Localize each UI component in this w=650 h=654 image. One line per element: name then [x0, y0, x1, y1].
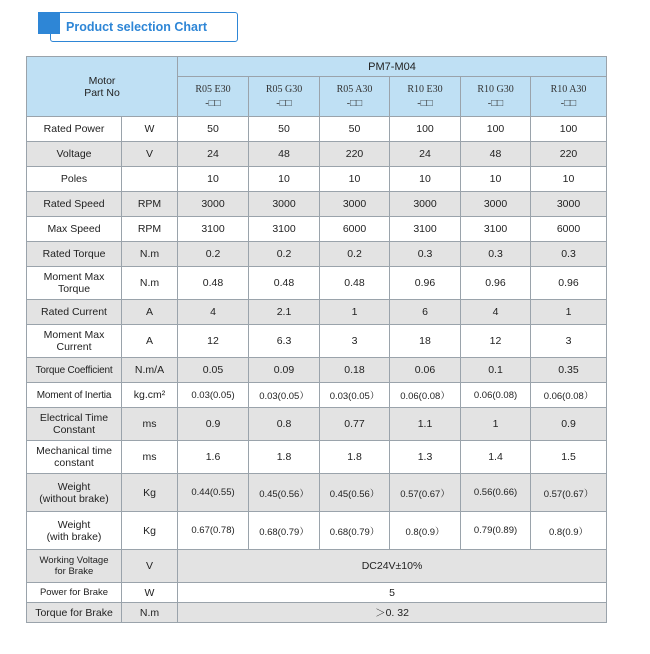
row-label: Torque Coefficient: [35, 364, 113, 376]
model-suffix: -□□: [346, 97, 363, 109]
value-cell: 0.03(0.05）: [320, 383, 390, 408]
value-cell: 0.09: [249, 358, 320, 383]
model-suffix: -□□: [205, 97, 221, 109]
value-cell: 48: [249, 142, 320, 167]
value-cell: 1.5: [531, 441, 607, 474]
unit-cell: V: [122, 550, 178, 583]
table-row: [27, 408, 607, 441]
row-label: Voltage: [56, 148, 92, 160]
table-row: [27, 474, 607, 512]
value-cell: 24: [178, 142, 249, 167]
corner-header-cell: [27, 57, 178, 117]
value-cell: 0.79(0.89): [461, 512, 531, 550]
row-label-line2: Constant: [52, 424, 96, 436]
value-cell: 0.45(0.56）: [320, 474, 390, 512]
header-accent-square: [38, 12, 60, 34]
model-code: R05 A30: [336, 83, 373, 95]
brake-row: [27, 603, 607, 623]
value-cell: 3000: [320, 192, 390, 217]
row-label: Moment Max: [43, 329, 105, 341]
value-cell: 0.2: [178, 242, 249, 267]
row-label: Electrical Time: [39, 412, 109, 424]
value-cell: 1.8: [249, 441, 320, 474]
unit-cell: W: [122, 117, 178, 142]
brake-value-cell: ＞0. 32: [178, 603, 607, 623]
row-label-cell: [27, 325, 122, 358]
value-cell: 0.18: [320, 358, 390, 383]
value-cell: 3000: [390, 192, 461, 217]
brake-row: [27, 583, 607, 603]
value-cell: 1: [531, 300, 607, 325]
value-cell: 0.03(0.05）: [249, 383, 320, 408]
unit-cell: ms: [122, 408, 178, 441]
unit-cell: A: [122, 300, 178, 325]
value-cell: 3000: [531, 192, 607, 217]
row-label-cell: [27, 217, 122, 242]
value-cell: 0.9: [178, 408, 249, 441]
row-label: Torque for Brake: [35, 606, 113, 619]
value-cell: 3000: [178, 192, 249, 217]
value-cell: 0.03(0.05): [178, 383, 249, 408]
value-cell: 0.68(0.79）: [249, 512, 320, 550]
value-cell: 0.57(0.67）: [531, 474, 607, 512]
value-cell: 3100: [390, 217, 461, 242]
row-label-line2: Torque: [57, 283, 91, 295]
unit-cell: N.m/A: [122, 358, 178, 383]
value-cell: 6000: [320, 217, 390, 242]
unit-cell: A: [122, 325, 178, 358]
value-cell: 3000: [249, 192, 320, 217]
unit-cell: ms: [122, 441, 178, 474]
row-label-cell: [27, 474, 122, 512]
section-title: Product selection Chart: [66, 20, 207, 34]
value-cell: 0.8(0.9）: [390, 512, 461, 550]
table-row: [27, 192, 607, 217]
value-cell: 6000: [531, 217, 607, 242]
value-cell: 0.96: [461, 267, 531, 300]
brake-value-cell: DC24V±10%: [178, 550, 607, 583]
row-label-cell: [27, 192, 122, 217]
value-cell: 6: [390, 300, 461, 325]
value-cell: 1.1: [390, 408, 461, 441]
value-cell: 3: [531, 325, 607, 358]
row-label-cell: [27, 267, 122, 300]
value-cell: 6.3: [249, 325, 320, 358]
unit-cell: N.m: [122, 267, 178, 300]
row-label-line2: (with brake): [46, 530, 102, 543]
unit-cell: RPM: [122, 217, 178, 242]
model-header-cell: [178, 77, 249, 117]
value-cell: 1.6: [178, 441, 249, 474]
model-code: R10 E30: [407, 83, 443, 95]
value-cell: 0.8: [249, 408, 320, 441]
value-cell: 0.3: [531, 242, 607, 267]
unit-cell: Kg: [122, 474, 178, 512]
value-cell: 3100: [178, 217, 249, 242]
table-row: [27, 512, 607, 550]
row-label: Rated Torque: [42, 248, 106, 260]
table-row: [27, 167, 607, 192]
value-cell: 0.06(0.08）: [531, 383, 607, 408]
value-cell: 3100: [461, 217, 531, 242]
value-cell: 100: [531, 117, 607, 142]
table-row: [27, 142, 607, 167]
row-label-cell: [27, 117, 122, 142]
value-cell: 3: [320, 325, 390, 358]
model-code: R05 E30: [195, 83, 231, 95]
row-label: Mechanical time: [36, 445, 112, 457]
row-label: Power for Brake: [39, 587, 109, 598]
model-header-cell: [531, 77, 607, 117]
row-label-cell: [27, 242, 122, 267]
value-cell: 24: [390, 142, 461, 167]
row-label-cell: [27, 300, 122, 325]
unit-cell: [122, 167, 178, 192]
value-cell: 18: [390, 325, 461, 358]
value-cell: 3100: [249, 217, 320, 242]
model-suffix: -□□: [276, 97, 292, 109]
value-cell: 1.3: [390, 441, 461, 474]
value-cell: 50: [320, 117, 390, 142]
brake-value-cell: 5: [178, 583, 607, 603]
value-cell: 0.48: [178, 267, 249, 300]
model-header-cell: [320, 77, 390, 117]
model-code: R10 G30: [477, 83, 514, 95]
model-code: R05 G30: [265, 83, 303, 95]
value-cell: 0.3: [390, 242, 461, 267]
value-cell: 0.56(0.66): [461, 474, 531, 512]
model-header-cell: [390, 77, 461, 117]
table-row: [27, 300, 607, 325]
row-label-cell: [27, 383, 122, 408]
value-cell: 0.96: [390, 267, 461, 300]
corner-label-part-no: Part No: [84, 86, 120, 99]
value-cell: 0.3: [461, 242, 531, 267]
row-label-cell: [27, 167, 122, 192]
row-label-cell: [27, 142, 122, 167]
value-cell: 4: [461, 300, 531, 325]
row-label: Rated Power: [43, 123, 105, 135]
model-suffix: -□□: [560, 97, 577, 109]
table-row: [27, 325, 607, 358]
value-cell: 10: [178, 167, 249, 192]
table-row: [27, 217, 607, 242]
value-cell: 3000: [461, 192, 531, 217]
unit-cell: N.m: [122, 242, 178, 267]
value-cell: 0.9: [531, 408, 607, 441]
value-cell: 0.06(0.08): [461, 383, 531, 408]
row-label-cell: [27, 512, 122, 550]
value-cell: 0.44(0.55): [178, 474, 249, 512]
model-code: R10 A30: [550, 83, 587, 95]
unit-cell: W: [122, 583, 178, 603]
row-label-cell: [27, 358, 122, 383]
corner-label-motor: Motor: [88, 74, 116, 87]
row-label-line2: constant: [54, 457, 94, 469]
value-cell: 0.67(0.78): [178, 512, 249, 550]
model-header-cell: [461, 77, 531, 117]
value-cell: 50: [249, 117, 320, 142]
value-cell: 0.35: [531, 358, 607, 383]
row-label: Rated Current: [41, 306, 107, 318]
unit-cell: RPM: [122, 192, 178, 217]
row-label: Weight: [57, 518, 91, 531]
value-cell: 0.8(0.9）: [531, 512, 607, 550]
value-cell: 48: [461, 142, 531, 167]
value-cell: 1.4: [461, 441, 531, 474]
row-label-cell: [27, 583, 122, 603]
value-cell: 100: [461, 117, 531, 142]
value-cell: 12: [461, 325, 531, 358]
value-cell: 1.8: [320, 441, 390, 474]
table-row: [27, 441, 607, 474]
value-cell: 10: [249, 167, 320, 192]
table-row: [27, 358, 607, 383]
value-cell: 1: [320, 300, 390, 325]
model-header-cell: [249, 77, 320, 117]
value-cell: 10: [320, 167, 390, 192]
value-cell: 1: [461, 408, 531, 441]
value-cell: 0.48: [249, 267, 320, 300]
value-cell: 0.77: [320, 408, 390, 441]
value-cell: 10: [461, 167, 531, 192]
model-suffix: -□□: [417, 97, 433, 109]
table-row: [27, 267, 607, 300]
table-row: [27, 383, 607, 408]
row-label: Poles: [60, 173, 88, 185]
value-cell: 220: [320, 142, 390, 167]
value-cell: 220: [531, 142, 607, 167]
value-cell: 0.57(0.67）: [390, 474, 461, 512]
value-cell: 0.06: [390, 358, 461, 383]
row-label-cell: [27, 550, 122, 583]
product-selection-table: [26, 56, 607, 623]
row-label: Working Voltage: [39, 555, 109, 566]
value-cell: 0.06(0.08）: [390, 383, 461, 408]
row-label: Max Speed: [47, 223, 101, 235]
value-cell: 2.1: [249, 300, 320, 325]
brake-row: [27, 550, 607, 583]
row-label-cell: [27, 603, 122, 623]
row-label-line2: Current: [56, 341, 92, 353]
value-cell: 12: [178, 325, 249, 358]
table-row: [27, 117, 607, 142]
row-label: Moment Max: [43, 271, 105, 283]
unit-cell: V: [122, 142, 178, 167]
value-cell: 0.2: [320, 242, 390, 267]
value-cell: 0.2: [249, 242, 320, 267]
row-label-line2: for Brake: [54, 566, 94, 577]
series-header: PM7-M04: [178, 57, 607, 77]
unit-cell: N.m: [122, 603, 178, 623]
model-suffix: -□□: [487, 97, 504, 109]
row-label: Weight: [57, 480, 91, 493]
value-cell: 100: [390, 117, 461, 142]
value-cell: 10: [390, 167, 461, 192]
row-label: Rated Speed: [43, 198, 105, 210]
value-cell: 0.1: [461, 358, 531, 383]
row-label: Moment of Inertia: [36, 389, 112, 401]
value-cell: 0.48: [320, 267, 390, 300]
unit-cell: Kg: [122, 512, 178, 550]
table-row: [27, 242, 607, 267]
value-cell: 10: [531, 167, 607, 192]
value-cell: 4: [178, 300, 249, 325]
row-label-line2: (without brake): [39, 492, 109, 505]
value-cell: 50: [178, 117, 249, 142]
value-cell: 0.45(0.56）: [249, 474, 320, 512]
unit-cell: kg.cm²: [122, 383, 178, 408]
value-cell: 0.96: [531, 267, 607, 300]
row-label-cell: [27, 441, 122, 474]
value-cell: 0.05: [178, 358, 249, 383]
value-cell: 0.68(0.79）: [320, 512, 390, 550]
row-label-cell: [27, 408, 122, 441]
